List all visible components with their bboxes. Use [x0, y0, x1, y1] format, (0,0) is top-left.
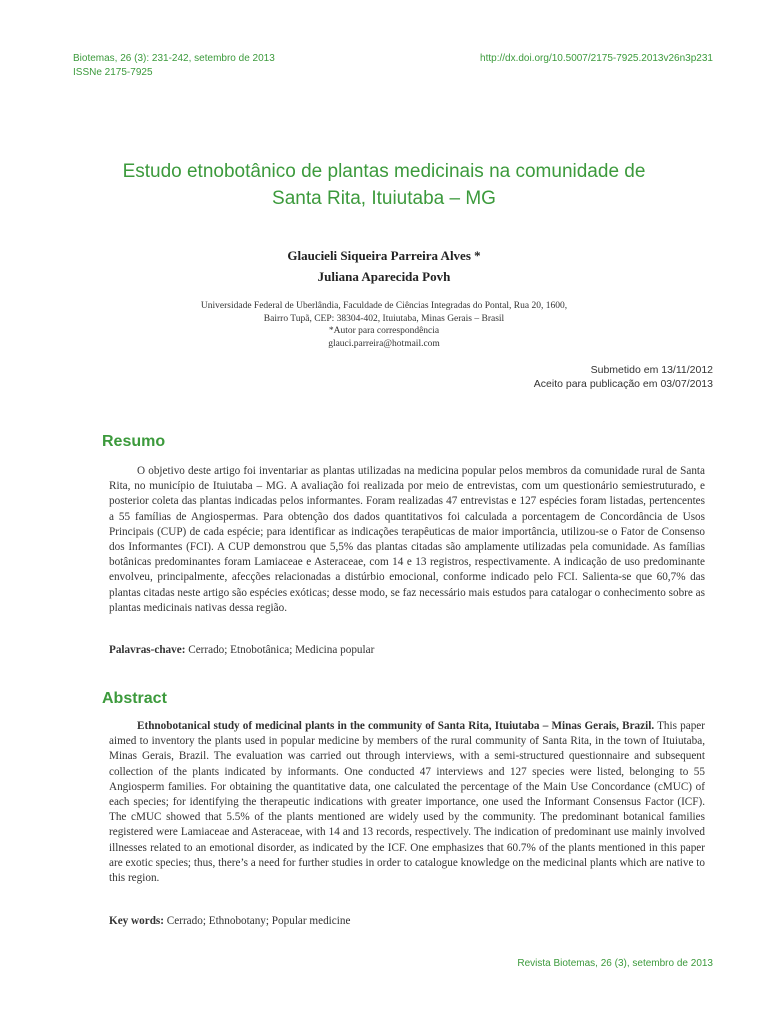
palavras-chave-label: Palavras-chave: [109, 644, 186, 656]
article-title [60, 158, 708, 212]
resumo-text: O objetivo deste artigo foi inventariar as plantas utilizadas na medicina popular pelos membros da comunidade rural de Santa Rita, no município de Ituiutaba – MG. A avaliação foi realizada por meio de entrevistas, com um questionário semiestruturado, e posterior coleta das plantas indicadas pelos informantes. Foram realizadas 47 entrevistas e 127 espécies foram listadas, pertencentes a 55 famílias de Angiospermas. Para obtenção dos dados quantitativos foi calculada a porcentagem de Concordância de Usos Principais (CUP) de cada espécie; para identificar as indicações terapêuticas de maior importância, utilizou-se o Fator de Consenso dos Informantes (FCI). A CUP demonstrou que 5,5% das plantas citadas são amplamente utilizadas pela comunidade. As famílias botânicas predominantes foram Lamiaceae e Asteraceae, com 14 e 13 registros, respectivamente. A indicação de uso predominante envolveu, principalmente, afecções relacionadas a distúrbio emocional, conforme indicado pelo FCI. Salienta-se que 60,7% das plantas citadas neste artigo são espécies exóticas; desse modo, se faz necessário mais estudos para catalogar o conhecimento sobre as plantas medicinais nativas dessa região. [109, 465, 705, 614]
title-line-1: Estudo etnobotânico de plantas medicinais na comunidade de [122, 161, 646, 182]
key-words-label: Key words: [109, 915, 164, 927]
palavras-chave-text: Cerrado; Etnobotânica; Medicina popular [185, 644, 375, 656]
journal-citation: Biotemas, 26 (3): 231-242, setembro de 2013 [73, 53, 275, 64]
abstract-title-lead: Ethnobotanical study of medicinal plants in the community of Santa Rita, Ituiutaba – Minas Gerais, Brazil. [137, 720, 655, 732]
palavras-chave [109, 643, 705, 658]
abstract-body: This paper aimed to inventory the plants used in popular medicine by members of the rural community of Santa Rita, in the town of Ituiutaba, Minas Gerais, Brazil. The evaluation was carried out through interviews, with a semi-structured questionnaire and subsequent collection of the plants indicated by informants. One conducted 47 interviews and 127 species were listed, belonging to 55 Angiosperm families. For obtaining the quantitative data, one calculated the percentage of the Main Use Concordance (cMUC) of each species; for identifying the therapeutic indications with greater importance, one used the Informant Consensus Factor (ICF). The cMUC showed that 5.5% of the plants mentioned are widely used by the community. The predominant botanical families registered were Lamiaceae and Asteraceae, with 14 and 13 records, respectively. The indication of predominant use mainly involved illnesses related to an emotional disorder, as indicated by the ICF. One emphasizes that 60.7% of the plants mentioned in this paper are exotic species; thus, there’s a need for further studies in order to catalogue knowledge on the medicinal plants which are native to this region. [109, 720, 705, 885]
key-words-text: Cerrado; Ethnobotany; Popular medicine [164, 915, 351, 927]
resumo-heading: Resumo [102, 433, 166, 450]
journal-header [73, 52, 275, 80]
affiliation-line-1: Universidade Federal de Uberlândia, Faculdade de Ciências Integradas do Pontal, Rua 20, 1600, [200, 301, 568, 311]
submitted-date: Submetido em 13/11/2012 [590, 364, 713, 376]
submission-dates [534, 363, 713, 391]
corresponding-author-note: *Autor para correspondência [328, 326, 440, 336]
authors [60, 245, 708, 287]
doi-link[interactable]: http://dx.doi.org/10.5007/2175-7925.2013v26n3p231 [480, 53, 713, 64]
abstract-heading: Abstract [102, 690, 167, 707]
page-footer: Revista Biotemas, 26 (3), setembro de 2013 [517, 958, 713, 969]
author-2: Juliana Aparecida Povh [317, 269, 451, 284]
abstract-text [109, 719, 705, 886]
author-1: Glaucieli Siqueira Parreira Alves * [287, 248, 481, 263]
affiliation [60, 300, 708, 350]
author-email[interactable]: glauci.parreira@hotmail.com [328, 338, 440, 349]
title-line-2: Santa Rita, Ituiutaba – MG [272, 188, 496, 209]
key-words [109, 914, 705, 929]
issn: ISSNe 2175-7925 [73, 67, 153, 78]
accepted-date: Aceito para publicação em 03/07/2013 [533, 378, 713, 390]
affiliation-line-2: Bairro Tupã, CEP: 38304-402, Ituiutaba, Minas Gerais – Brasil [263, 313, 505, 324]
